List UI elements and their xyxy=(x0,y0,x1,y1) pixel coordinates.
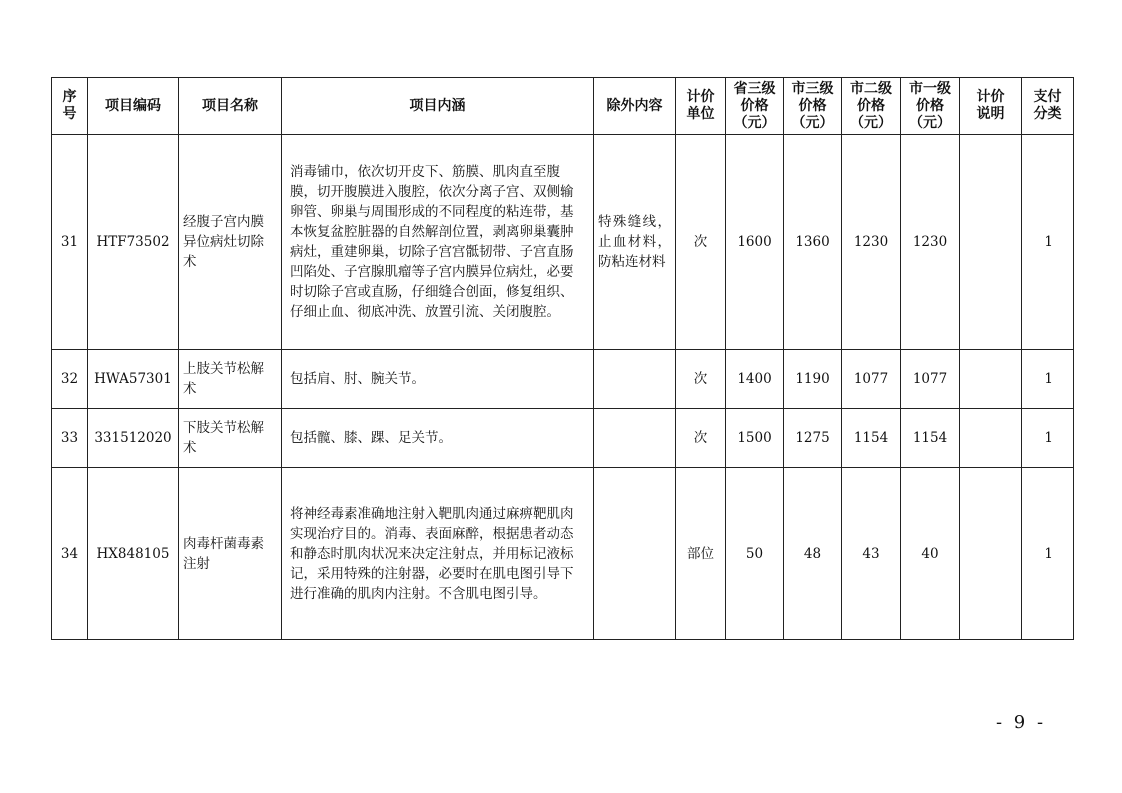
cell-exclusion xyxy=(594,409,676,468)
header-pay: 支付分类 xyxy=(1022,78,1074,135)
cell-seq: 34 xyxy=(52,468,88,640)
table-row xyxy=(52,409,1074,468)
cell-city3: 48 xyxy=(784,468,842,640)
cell-unit: 次 xyxy=(676,350,726,409)
header-city3: 市三级价格（元） xyxy=(784,78,842,135)
table-row xyxy=(52,135,1074,350)
fee-table xyxy=(51,77,1074,640)
cell-seq: 33 xyxy=(52,409,88,468)
cell-prov3: 1400 xyxy=(726,350,784,409)
table-row xyxy=(52,468,1074,640)
cell-city2: 1154 xyxy=(842,409,901,468)
cell-pay: 1 xyxy=(1022,135,1074,350)
header-content: 项目内涵 xyxy=(282,78,594,135)
cell-content: 包括髋、膝、踝、足关节。 xyxy=(282,409,594,468)
cell-note xyxy=(960,135,1022,350)
cell-city2: 1077 xyxy=(842,350,901,409)
cell-note xyxy=(960,409,1022,468)
cell-unit: 次 xyxy=(676,409,726,468)
cell-name: 上肢关节松解术 xyxy=(179,350,282,409)
cell-city3: 1275 xyxy=(784,409,842,468)
cell-content: 将神经毒素准确地注射入靶肌肉通过麻痹靶肌肉实现治疗目的。消毒、表面麻醉，根据患者动态和静态时肌肉状况来决定注射点，并用标记液标记，采用特殊的注射器，必要时在肌电图引导下进行准确的肌肉内注射。不含肌电图引导。 xyxy=(282,468,594,640)
cell-unit: 次 xyxy=(676,135,726,350)
cell-city2: 43 xyxy=(842,468,901,640)
cell-code: HTF73502 xyxy=(88,135,179,350)
header-note: 计价说明 xyxy=(960,78,1022,135)
cell-exclusion: 特殊缝线，止血材料，防粘连材料 xyxy=(594,135,676,350)
header-city1: 市一级价格（元） xyxy=(901,78,960,135)
header-prov3: 省三级价格（元） xyxy=(726,78,784,135)
cell-content: 包括肩、肘、腕关节。 xyxy=(282,350,594,409)
cell-exclusion xyxy=(594,468,676,640)
header-unit: 计价单位 xyxy=(676,78,726,135)
cell-seq: 31 xyxy=(52,135,88,350)
cell-unit: 部位 xyxy=(676,468,726,640)
cell-city1: 1154 xyxy=(901,409,960,468)
cell-pay: 1 xyxy=(1022,409,1074,468)
cell-code: HX848105 xyxy=(88,468,179,640)
cell-city3: 1360 xyxy=(784,135,842,350)
header-name: 项目名称 xyxy=(179,78,282,135)
cell-prov3: 50 xyxy=(726,468,784,640)
cell-name: 肉毒杆菌毒素注射 xyxy=(179,468,282,640)
cell-name: 下肢关节松解术 xyxy=(179,409,282,468)
cell-city2: 1230 xyxy=(842,135,901,350)
header-row xyxy=(52,78,1074,135)
cell-city1: 40 xyxy=(901,468,960,640)
cell-prov3: 1500 xyxy=(726,409,784,468)
table-row xyxy=(52,350,1074,409)
cell-note xyxy=(960,468,1022,640)
header-seq: 序号 xyxy=(52,78,88,135)
cell-name: 经腹子宫内膜异位病灶切除术 xyxy=(179,135,282,350)
page-number: - 9 - xyxy=(996,712,1047,733)
cell-code: HWA57301 xyxy=(88,350,179,409)
cell-exclusion xyxy=(594,350,676,409)
cell-city1: 1230 xyxy=(901,135,960,350)
cell-city3: 1190 xyxy=(784,350,842,409)
cell-content: 消毒铺巾，依次切开皮下、筋膜、肌肉直至腹膜，切开腹膜进入腹腔，依次分离子宫、双侧输卵管、卵巢与周围形成的不同程度的粘连带，基本恢复盆腔脏器的自然解剖位置，剥离卵巢囊肿病灶，重建卵巢，切除子宫宫骶韧带、子宫直肠凹陷处、子宫腺肌瘤等子宫内膜异位病灶，必要时切除子宫或直肠，仔细缝合创面，修复组织、仔细止血、彻底冲洗、放置引流、关闭腹腔。 xyxy=(282,135,594,350)
cell-code: 331512020 xyxy=(88,409,179,468)
cell-pay: 1 xyxy=(1022,350,1074,409)
header-exclusion: 除外内容 xyxy=(594,78,676,135)
cell-seq: 32 xyxy=(52,350,88,409)
cell-pay: 1 xyxy=(1022,468,1074,640)
cell-city1: 1077 xyxy=(901,350,960,409)
cell-note xyxy=(960,350,1022,409)
header-city2: 市二级价格（元） xyxy=(842,78,901,135)
cell-prov3: 1600 xyxy=(726,135,784,350)
header-code: 项目编码 xyxy=(88,78,179,135)
